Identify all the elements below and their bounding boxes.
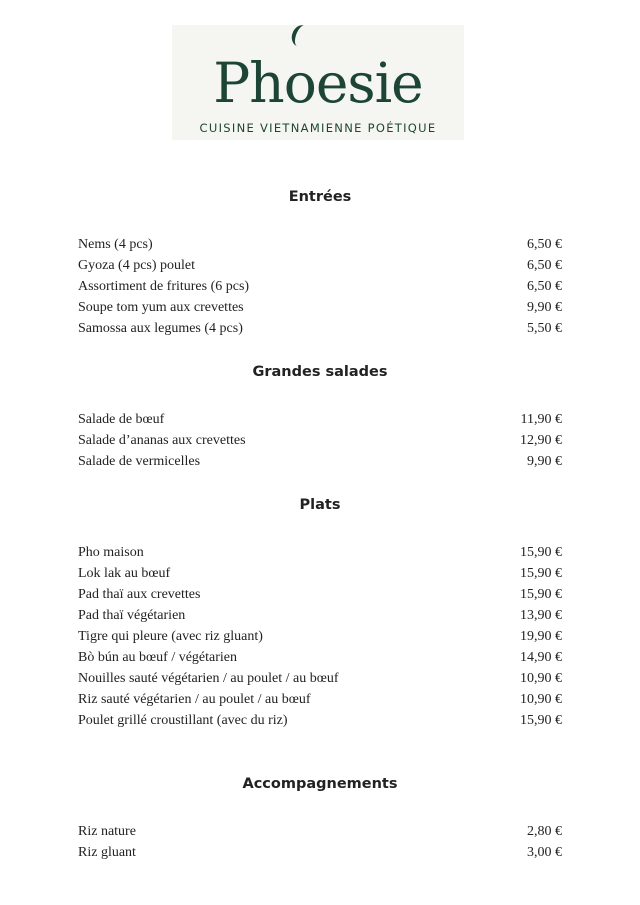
item-price: 15,90 € <box>520 713 562 728</box>
item-price: 5,50 € <box>527 321 562 336</box>
menu-item <box>78 451 562 472</box>
item-price: 3,00 € <box>527 845 562 860</box>
menu-item <box>78 842 562 863</box>
menu-item <box>78 318 562 339</box>
item-price: 10,90 € <box>520 692 562 707</box>
item-name: Pho maison <box>78 545 144 560</box>
menu-item <box>78 584 562 605</box>
item-price: 14,90 € <box>520 650 562 665</box>
section-heading: Entrées <box>288 189 352 205</box>
menu-item <box>78 430 562 451</box>
menu-item <box>78 276 562 297</box>
item-price: 2,80 € <box>527 824 562 839</box>
item-price: 9,90 € <box>527 454 562 469</box>
menu-item <box>78 297 562 318</box>
item-name: Pad thaï végétarien <box>78 608 186 623</box>
item-name: Salade d’ananas aux crevettes <box>78 433 246 448</box>
leaf-icon <box>288 23 312 50</box>
item-price: 15,90 € <box>520 566 562 581</box>
item-price: 15,90 € <box>520 587 562 602</box>
menu-item <box>78 409 562 430</box>
menu-item <box>78 710 562 731</box>
item-name: Bò bún au bœuf / végétarien <box>78 650 238 665</box>
menu-item <box>78 563 562 584</box>
menu-item <box>78 542 562 563</box>
section-heading: Grandes salades <box>252 364 388 380</box>
menu-item <box>78 605 562 626</box>
item-name: Nems (4 pcs) <box>78 237 153 252</box>
item-price: 9,90 € <box>527 300 562 315</box>
logo-tagline: CUISINE VIETNAMIENNE POÉTIQUE <box>199 121 437 135</box>
menu-item <box>78 234 562 255</box>
section-heading: Plats <box>299 497 341 513</box>
menu-item <box>78 689 562 710</box>
item-name: Soupe tom yum aux crevettes <box>78 300 244 315</box>
item-name: Riz gluant <box>78 845 136 860</box>
item-name: Gyoza (4 pcs) poulet <box>78 258 196 273</box>
item-name: Pad thaï aux crevettes <box>78 587 201 602</box>
menu-item <box>78 821 562 842</box>
logo-wordmark: Pho esie <box>172 53 464 113</box>
menu-item <box>78 626 562 647</box>
item-price: 19,90 € <box>520 629 562 644</box>
item-name: Samossa aux legumes (4 pcs) <box>78 321 243 336</box>
item-price: 10,90 € <box>520 671 562 686</box>
item-price: 6,50 € <box>527 279 562 294</box>
item-name: Assortiment de fritures (6 pcs) <box>78 279 250 294</box>
menu-item <box>78 647 562 668</box>
item-name: Salade de bœuf <box>78 412 165 427</box>
item-price: 6,50 € <box>527 237 562 252</box>
item-price: 12,90 € <box>520 433 562 448</box>
item-name: Poulet grillé croustillant (avec du riz) <box>78 713 288 728</box>
item-name: Tigre qui pleure (avec riz gluant) <box>78 629 263 644</box>
section-heading: Accompagnements <box>242 776 398 792</box>
item-name: Riz nature <box>78 824 136 839</box>
item-name: Riz sauté végétarien / au poulet / au bœuf <box>78 692 311 707</box>
item-name: Lok lak au bœuf <box>78 566 171 581</box>
item-price: 6,50 € <box>527 258 562 273</box>
menu-item <box>78 668 562 689</box>
item-name: Nouilles sauté végétarien / au poulet / au bœuf <box>78 671 339 686</box>
menu-item <box>78 255 562 276</box>
restaurant-logo <box>172 25 464 140</box>
item-price: 13,90 € <box>520 608 562 623</box>
item-name: Salade de vermicelles <box>78 454 201 469</box>
item-price: 11,90 € <box>520 412 562 427</box>
item-price: 15,90 € <box>520 545 562 560</box>
